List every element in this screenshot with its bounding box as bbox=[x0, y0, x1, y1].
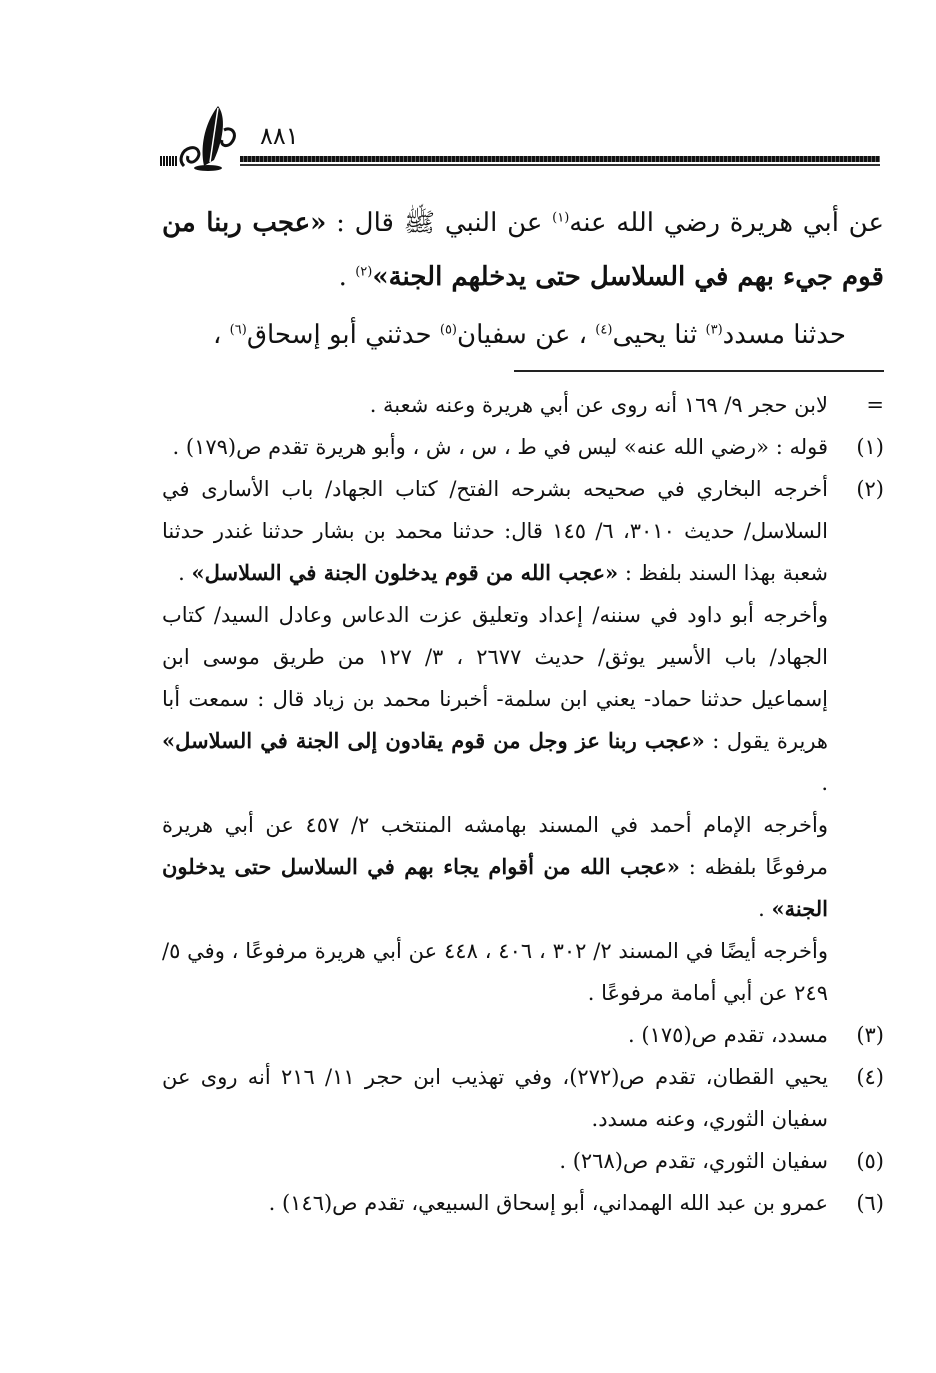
footnote-4 bbox=[162, 1056, 884, 1140]
footnote-ref-4: (٤) bbox=[595, 322, 613, 338]
footnote-text: يحيي القطان، تقدم ص(٢٧٢)، وفي تهذيب ابن حجر ١١/ ٢١٦ أنه روى عن سفيان الثوري، وعنه مسدد. bbox=[162, 1065, 828, 1131]
footnotes bbox=[162, 384, 884, 1224]
hadith-text: «عجب ربنا من قوم جيء بهم في السلاسل حتى يدخلهم الجنة» bbox=[162, 208, 884, 292]
footnote-1 bbox=[162, 426, 884, 468]
footnote-text: عمرو بن عبد الله الهمداني، أبو إسحاق السبيعي، تقدم ص(١٤٦) . bbox=[268, 1191, 828, 1215]
page-header bbox=[160, 100, 880, 180]
page-number: ٨٨١ bbox=[260, 122, 299, 150]
text-span: وأخرجه أبو داود في سننه/ إعداد وتعليق عزت الدعاس وعادل السيد/ كتاب الجهاد/ باب الأسير يوثق/ حديث ٢٦٧٧ ، ٣/ ١٢٧ من طريق موسى ابن إسماعيل حدثنا حماد- يعني ابن سلمة- أخبرنا محمد بن زياد قال : سمعت أبا هريرة يقول : bbox=[162, 603, 828, 753]
footnote-number: (٦) bbox=[856, 1191, 884, 1215]
header-rule-thin bbox=[240, 164, 880, 166]
footnote-ref-5: (٥) bbox=[439, 322, 457, 338]
hadith-quote: «عجب ربنا عز وجل من قوم يقادون إلى الجنة في السلاسل» bbox=[162, 728, 705, 753]
footnote-ref-3: (٣) bbox=[705, 322, 723, 338]
text-span: ، bbox=[213, 320, 230, 350]
text-span: . bbox=[338, 262, 356, 292]
text-span: . bbox=[178, 561, 192, 585]
text-span: . bbox=[758, 897, 772, 921]
text-span: أخرجه البخاري في صحيحه بشرحه الفتح/ كتاب الجهاد/ باب الأسارى في السلاسل/ حديث ٣٠١٠، ٦/ ١٤٥ قال: حدثنا محمد بن بشار حدثنا غندر حدثنا شعبة بهذا السند بلفظ : bbox=[162, 477, 828, 585]
footnote-number: (٥) bbox=[856, 1149, 884, 1173]
header-rule-thick bbox=[240, 156, 880, 162]
isnad-paragraph bbox=[162, 308, 884, 362]
footnote-number: (٣) bbox=[856, 1023, 884, 1047]
footnote-text: قوله : «رضي الله عنه» ليس في ط ، س ، ش ، وأبو هريرة تقدم ص(١٧٩) . bbox=[172, 435, 828, 459]
hadith-quote: «عجب الله من قوم يدخلون الجنة في السلاسل» bbox=[191, 560, 619, 585]
footnote-ref-2: (٢) bbox=[355, 264, 373, 280]
footnote-number: (٢) bbox=[856, 477, 884, 501]
footnote-marker: = bbox=[866, 393, 884, 417]
quill-ornament-icon bbox=[174, 100, 244, 172]
footnote-separator bbox=[514, 370, 884, 372]
text-span: عن أبي هريرة رضي الله عنه bbox=[569, 208, 884, 238]
text-span: حدثني أبو إسحاق bbox=[246, 320, 440, 350]
footnote-paragraph bbox=[162, 594, 828, 804]
text-span: ، عن سفيان bbox=[457, 320, 596, 350]
footnote-2 bbox=[162, 468, 884, 1014]
footnote-text: مسدد، تقدم ص(١٧٥) . bbox=[628, 1023, 828, 1047]
footnote-text: لابن حجر ٩/ ١٦٩ أنه روى عن أبي هريرة وعنه شعبة . bbox=[369, 393, 828, 417]
footnote-ref-6: (٦) bbox=[229, 322, 247, 338]
footnote-paragraph bbox=[162, 804, 828, 930]
text-span: حدثنا مسدد bbox=[722, 320, 846, 350]
footnote-6 bbox=[162, 1182, 884, 1224]
header-rule-left bbox=[160, 156, 178, 166]
text-span: . bbox=[821, 771, 828, 795]
footnote-5 bbox=[162, 1140, 884, 1182]
footnote-number: (٤) bbox=[856, 1065, 884, 1089]
footnote-paragraph: وأخرجه أيضًا في المسند ٢/ ٣٠٢ ، ٤٠٦ ، ٤٤٨ عن أبي هريرة مرفوعًا ، وفي ٥/ ٢٤٩ عن أبي أمامة مرفوعًا . bbox=[162, 939, 828, 1005]
hadith-quote: «عجب الله من أقوام يجاء بهم في السلاسل حتى يدخلون الجنة» bbox=[162, 854, 828, 921]
footnote-text: سفيان الثوري، تقدم ص(٢٦٨) . bbox=[559, 1149, 828, 1173]
footnote-paragraph bbox=[162, 468, 828, 594]
footnote-3 bbox=[162, 1014, 884, 1056]
text-span: عن النبي ﷺ قال : bbox=[326, 208, 553, 238]
main-text bbox=[162, 196, 884, 362]
text-span: ثنا يحيى bbox=[612, 320, 706, 350]
footnote-continuation bbox=[162, 384, 884, 426]
footnote-text bbox=[162, 468, 828, 1014]
hadith-paragraph bbox=[162, 196, 884, 304]
footnote-ref-1: (١) bbox=[552, 210, 570, 226]
text-span: وأخرجه الإمام أحمد في المسند بهامشه المنتخب ٢/ ٤٥٧ عن أبي هريرة مرفوعًا بلفظه : bbox=[162, 813, 828, 879]
footnote-number: (١) bbox=[856, 435, 884, 459]
